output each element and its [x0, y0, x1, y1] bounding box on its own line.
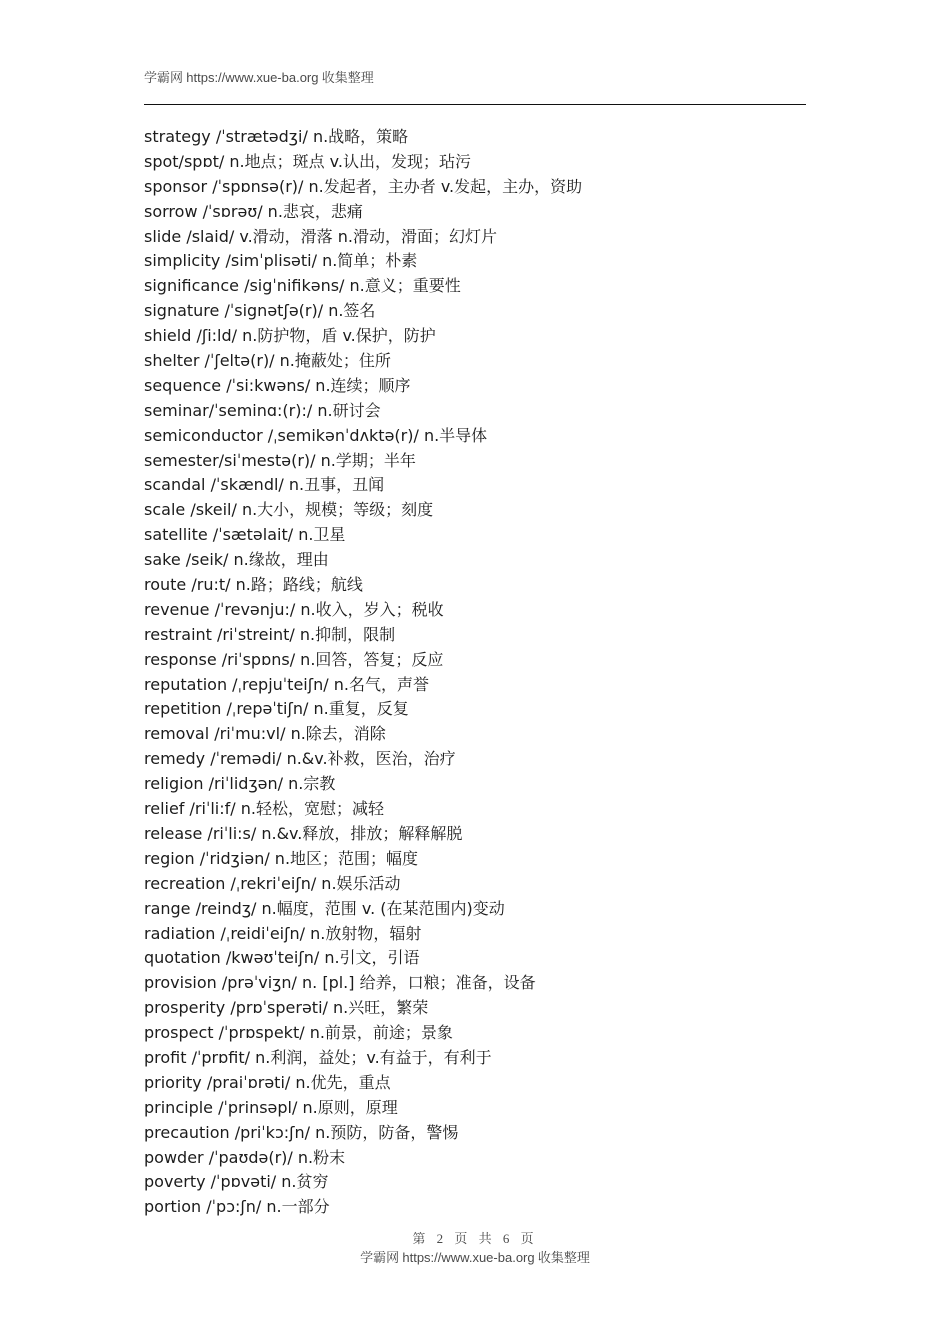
vocabulary-entry: shelter /ˈʃeltə(r)/ n.掩蔽处；住所 — [144, 351, 391, 371]
vocabulary-entry: recreation /ˌrekriˈeiʃn/ n.娱乐活动 — [144, 873, 401, 893]
header-url: https://www.xue-ba.org — [186, 70, 319, 85]
vocabulary-entry: repetition /ˌrepəˈtiʃn/ n.重复，反复 — [144, 699, 409, 719]
footer-url: https://www.xue-ba.org — [402, 1250, 535, 1265]
vocabulary-entry: removal /riˈmu:vl/ n.除去，消除 — [144, 724, 386, 744]
vocabulary-entry: semiconductor /ˌsemikənˈdʌktə(r)/ n.半导体 — [144, 425, 488, 445]
page-header — [144, 67, 374, 86]
vocabulary-entry: sake /seik/ n.缘故，理由 — [144, 550, 329, 570]
vocabulary-entry: response /riˈspɒns/ n.回答，答复；反应 — [144, 649, 444, 669]
vocabulary-entry: poverty /ˈpɒvəti/ n.贫穷 — [144, 1172, 329, 1192]
vocabulary-list — [144, 125, 582, 1220]
vocabulary-entry: quotation /kwəʊˈteiʃn/ n.引文，引语 — [144, 948, 420, 968]
vocabulary-entry: powder /ˈpaʊdə(r)/ n.粉末 — [144, 1147, 346, 1167]
page-footer — [0, 1247, 950, 1266]
vocabulary-entry: signature /ˈsignətʃə(r)/ n.签名 — [144, 301, 376, 321]
vocabulary-entry: route /ru:t/ n.路；路线；航线 — [144, 575, 363, 595]
vocabulary-entry: slide /slaid/ v.滑动，滑落 n.滑动，滑面；幻灯片 — [144, 226, 497, 246]
vocabulary-entry: shield /ʃi:ld/ n.防护物，盾 v.保护，防护 — [144, 326, 436, 346]
vocabulary-entry: satellite /ˈsætəlait/ n.卫星 — [144, 525, 346, 545]
vocabulary-entry: reputation /ˌrepjuˈteiʃn/ n.名气，声誉 — [144, 674, 429, 694]
vocabulary-entry: religion /riˈlidʒən/ n.宗教 — [144, 774, 336, 794]
vocabulary-entry: profit /ˈprɒfit/ n.利润，益处；v.有益于，有利于 — [144, 1047, 492, 1067]
vocabulary-entry: restraint /riˈstreint/ n.抑制，限制 — [144, 624, 396, 644]
header-site-name: 学霸网 — [144, 70, 184, 85]
vocabulary-entry: seminar/ˈseminɑ:(r):/ n.研讨会 — [144, 400, 381, 420]
vocabulary-entry: prosperity /prɒˈsperəti/ n.兴旺，繁荣 — [144, 998, 429, 1018]
page-number: 第 2 页 共 6 页 — [412, 1231, 538, 1246]
header-suffix: 收集整理 — [321, 70, 374, 85]
vocabulary-entry: portion /ˈpɔ:ʃn/ n.一部分 — [144, 1197, 330, 1217]
footer-site-name: 学霸网 — [360, 1250, 400, 1265]
vocabulary-entry: principle /ˈprinsəpl/ n.原则，原理 — [144, 1097, 398, 1117]
vocabulary-entry: scale /skeil/ n.大小，规模；等级；刻度 — [144, 500, 434, 520]
vocabulary-entry: relief /riˈli:f/ n.轻松，宽慰；减轻 — [144, 799, 384, 819]
vocabulary-entry: sponsor /ˈspɒnsə(r)/ n.发起者，主办者 v.发起，主办，资助 — [144, 176, 583, 196]
vocabulary-entry: priority /praiˈɒrəti/ n.优先，重点 — [144, 1072, 391, 1092]
vocabulary-entry: radiation /ˌreidiˈeiʃn/ n.放射物，辐射 — [144, 923, 422, 943]
vocabulary-entry: spot/spɒt/ n.地点；斑点 v.认出，发现；玷污 — [144, 151, 471, 171]
vocabulary-entry: provision /prəˈviʒn/ n. [pl.] 给养，口粮；准备，设备 — [144, 973, 536, 993]
vocabulary-entry: prospect /ˈprɒspekt/ n.前景，前途；景象 — [144, 1023, 453, 1043]
header-divider — [144, 104, 806, 105]
vocabulary-entry: significance /sigˈnifikəns/ n.意义；重要性 — [144, 276, 461, 296]
vocabulary-entry: strategy /ˈstrætədʒi/ n.战略，策略 — [144, 127, 409, 146]
vocabulary-entry: remedy /ˈremədi/ n.&v.补救，医治，治疗 — [144, 749, 456, 769]
vocabulary-entry: revenue /ˈrevənju:/ n.收入，岁入；税收 — [144, 599, 444, 619]
vocabulary-entry: semester/siˈmestə(r)/ n.学期；半年 — [144, 450, 416, 470]
vocabulary-entry: sequence /ˈsi:kwəns/ n.连续；顺序 — [144, 375, 411, 395]
vocabulary-entry: simplicity /simˈplisəti/ n.简单；朴素 — [144, 251, 418, 271]
vocabulary-entry: region /ˈridʒiən/ n.地区；范围；幅度 — [144, 848, 419, 868]
vocabulary-entry: release /riˈli:s/ n.&v.释放，排放；解释解脱 — [144, 823, 463, 843]
footer-suffix: 收集整理 — [537, 1250, 590, 1265]
vocabulary-entry: scandal /ˈskændl/ n.丑事，丑闻 — [144, 475, 385, 495]
vocabulary-entry: precaution /priˈkɔ:ʃn/ n.预防，防备，警惕 — [144, 1122, 459, 1142]
vocabulary-entry: sorrow /ˈsɒrəʊ/ n.悲哀，悲痛 — [144, 201, 363, 221]
vocabulary-entry: range /reindʒ/ n.幅度，范围 v. (在某范围内)变动 — [144, 898, 505, 918]
